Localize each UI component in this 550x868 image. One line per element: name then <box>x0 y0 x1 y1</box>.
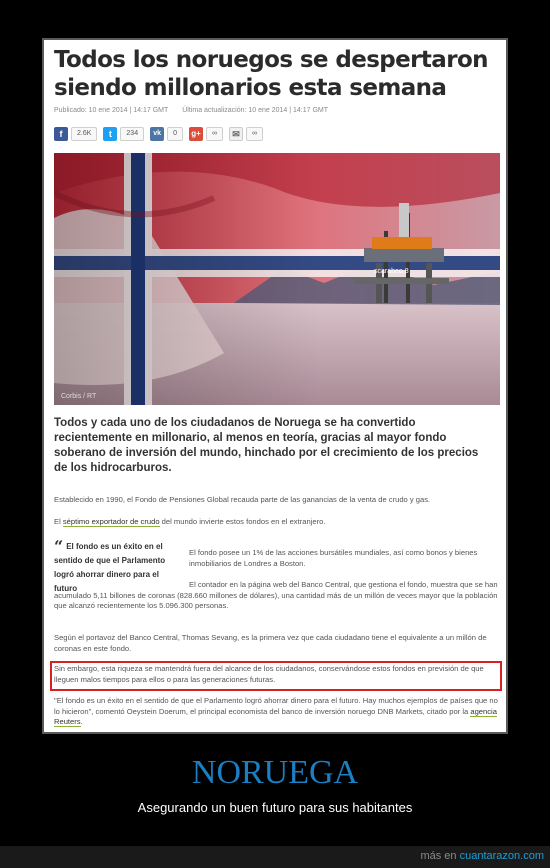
share-bar <box>54 127 263 143</box>
footer-text <box>420 850 544 862</box>
updated-date: Última actualización: 10 ene 2014 | 14:17 GMT <box>182 107 329 114</box>
article-title: Todos los noruegos se despertaron siendo millonarios esta semana <box>54 47 488 101</box>
facebook-icon: f <box>54 127 68 141</box>
text: "El fondo es un éxito en el sentido de que el Parlamento logró ahorrar dinero para el futuro. Hay muchos ejemplos de países que no lo hicieron", comentó Oeystein Doerum, el principal economista del banco de inversión noruego DNB Markets, citado por la <box>54 696 498 716</box>
reuters-link[interactable]: agencia Reuters <box>54 706 497 726</box>
image-credit: Corbis / RT <box>61 393 97 400</box>
highlighted-paragraph: Sin embargo, esta riqueza se mantendrá fuera del alcance de los ciudadanos, conservándose estos fondos en previsión de que lleguen malos tiempos para ellos o para las generaciones futuras. <box>54 664 484 684</box>
platform-label: scarabeo 8 <box>374 268 409 275</box>
share-count: 2.6K <box>71 127 97 141</box>
caption-subtitle: Asegurando un buen futuro para sus habitantes <box>137 800 413 815</box>
paragraph: Establecido en 1990, el Fondo de Pensiones Global recauda parte de las ganancias de la venta de crudo y gas. <box>54 495 431 504</box>
quote-mark-icon: “ <box>54 537 64 556</box>
text: del mundo invierte estos fondos en el extranjero. <box>159 517 326 526</box>
googleplus-icon: g+ <box>189 127 203 141</box>
text: . <box>80 717 83 726</box>
twitter-icon: t <box>103 127 117 141</box>
share-count: ∞ <box>206 127 223 141</box>
article-meta <box>54 107 340 114</box>
vk-share-button[interactable] <box>150 127 183 141</box>
text: El <box>54 517 63 526</box>
lead-paragraph: Todos y cada uno de los ciudadanos de Noruega se ha convertido recientemente en millonario, al menos en teoría, gracias al mayor fondo soberano de inversión del mundo, hinchado por el crecimiento de los precios de los hidrocarburos. <box>54 417 479 474</box>
vk-icon: vk <box>150 127 164 141</box>
footer-prefix: más en <box>420 850 460 862</box>
caption-title: NORUEGA <box>191 754 359 791</box>
share-count: 0 <box>167 127 183 141</box>
footer-bar <box>0 846 550 868</box>
paragraph: Según el portavoz del Banco Central, Thomas Sevang, es la primera vez que cada ciudadano tiene el equivalente a un millón de coronas en este fondo. <box>54 633 487 653</box>
twitter-share-button[interactable] <box>103 127 144 141</box>
email-share-button[interactable] <box>229 127 263 141</box>
paragraph: El fondo posee un 1% de las acciones bursátiles mundiales, así como bonos y bienes inmobiliarios de Londres a Boston. <box>189 548 478 568</box>
email-icon: ✉ <box>229 127 243 141</box>
share-count: 234 <box>120 127 144 141</box>
pull-quote-text: El fondo es un éxito en el sentido de que el Parlamento logró ahorrar dinero para el futuro <box>54 542 166 593</box>
article-card <box>42 38 508 734</box>
site-link[interactable]: cuantarazon.com <box>459 850 544 862</box>
paragraph: El contador en la página web del Banco Central, que gestiona el fondo, muestra que se han acumulado 5,11 billones de coronas (828.660 millones de dólares), una cantidad más de un millón de veces mayor que la población que alcanzó recientemente los 5.096.300 personas. <box>54 580 498 610</box>
facebook-share-button[interactable] <box>54 127 97 141</box>
share-count: ∞ <box>246 127 263 141</box>
published-date: Publicado: 10 ene 2014 | 14:17 GMT <box>54 107 169 114</box>
exporter-link[interactable]: séptimo exportador de crudo <box>62 517 160 526</box>
paragraph <box>54 517 499 528</box>
hero-image <box>54 153 500 405</box>
paragraph <box>54 696 499 728</box>
googleplus-share-button[interactable] <box>189 127 223 141</box>
